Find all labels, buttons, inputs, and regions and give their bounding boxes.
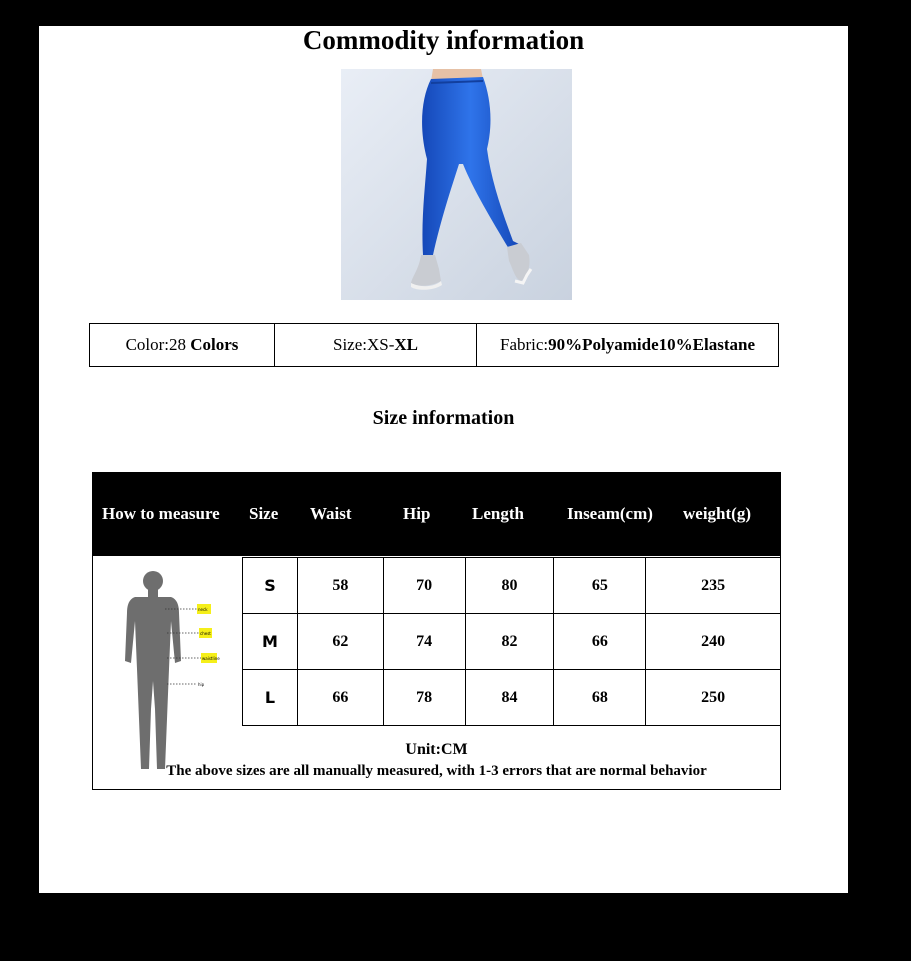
size-label: Size:XS- [332, 335, 395, 354]
tag-chest: chest [200, 631, 211, 636]
size-cell [275, 324, 477, 366]
header-how-to-measure: How to measure [102, 504, 220, 523]
waist-s: 58 [297, 558, 383, 614]
hip-m: 74 [383, 614, 465, 670]
measurement-note: The above sizes are all manually measured, with 1-3 errors that are normal behavior [166, 763, 707, 779]
size-l: L [243, 670, 298, 726]
table-row [243, 670, 781, 726]
tag-waistline: waistline [202, 656, 220, 661]
size-info-title: Size information [372, 407, 515, 429]
header-size: Size [249, 504, 279, 523]
inseam-m: 66 [554, 614, 646, 670]
header-weight: weight(g) [683, 504, 751, 523]
size-grid [242, 557, 781, 726]
size-m: M [243, 614, 298, 670]
size-s: S [243, 558, 298, 614]
weight-m: 240 [646, 614, 781, 670]
table-row [243, 558, 781, 614]
fabric-cell [477, 324, 778, 366]
color-label: Color:28 [125, 335, 187, 354]
header-inseam: Inseam(cm) [567, 504, 653, 523]
header-hip: Hip [403, 504, 431, 523]
waist-m: 62 [297, 614, 383, 670]
fabric-value: 90%Polyamide10%Elastane [548, 335, 755, 354]
size-chart [92, 472, 781, 790]
header-length: Length [472, 504, 524, 523]
weight-l: 250 [646, 670, 781, 726]
color-cell [90, 324, 275, 366]
inseam-s: 65 [554, 558, 646, 614]
waist-l: 66 [297, 670, 383, 726]
size-chart-header [92, 472, 781, 556]
length-l: 84 [465, 670, 554, 726]
table-row [243, 614, 781, 670]
size-value: XL [394, 335, 418, 354]
unit-label: Unit:CM [405, 741, 468, 758]
header-waist: Waist [310, 504, 352, 523]
color-value: Colors [190, 335, 239, 354]
product-photo [341, 69, 572, 300]
weight-s: 235 [646, 558, 781, 614]
hip-s: 70 [383, 558, 465, 614]
inseam-l: 68 [554, 670, 646, 726]
product-info-table [89, 323, 779, 367]
hip-l: 78 [383, 670, 465, 726]
fabric-label: Fabric: [500, 335, 549, 354]
tag-neck: neck [198, 607, 208, 612]
length-s: 80 [465, 558, 554, 614]
length-m: 82 [465, 614, 554, 670]
page-title: Commodity information [302, 25, 585, 55]
product-sheet [39, 26, 848, 893]
tag-hip: hip [198, 682, 205, 687]
